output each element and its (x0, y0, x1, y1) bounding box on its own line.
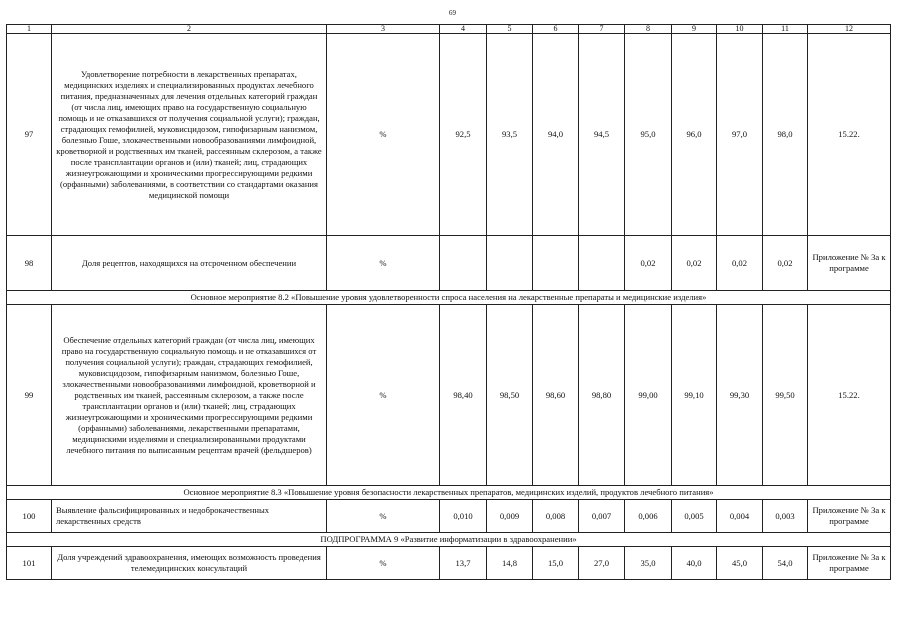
table-row (7, 500, 891, 533)
row-value: 99,50 (763, 305, 808, 486)
row-value: 94,5 (579, 34, 625, 236)
row-value: 94,0 (533, 34, 579, 236)
row-value: 98,40 (440, 305, 487, 486)
row-value: 0,02 (672, 236, 717, 291)
table-row (7, 34, 891, 236)
row-value: 0,02 (625, 236, 672, 291)
table-row (7, 305, 891, 486)
row-value (533, 236, 579, 291)
indicators-table (6, 24, 891, 580)
section-row (7, 533, 891, 547)
row-value (440, 236, 487, 291)
header-cell: 10 (717, 25, 763, 34)
row-value: 95,0 (625, 34, 672, 236)
header-cell: 5 (487, 25, 533, 34)
row-value: 0,005 (672, 500, 717, 533)
row-description: Обеспечение отдельных категорий граждан (от числа лиц, имеющих право на государственную социальную помощь и не отказавшихся от получения социальной услуги); граждан, страдающих гемофилией, муковисцидозом, гипофизарным нанизмом, болезнью Гоше, злокачественными новообразованиями лимфоидной, кроветворной и родственных им тканей, рассеянным склерозом, а также после трансплантации органов и (или) тканей; лиц, страдающих жизнеугрожающими и хроническими прогрессирующими редкими (орфанными) заболеваниями, лекарственными препаратами, медицинскими изделиями и специализированными продуктами лечебного питания по выписанным рецептам врачей (фельдшеров) (52, 305, 327, 486)
row-value (487, 236, 533, 291)
header-cell: 8 (625, 25, 672, 34)
row-reference: 15.22. (808, 305, 891, 486)
row-value: 92,5 (440, 34, 487, 236)
row-value: 0,010 (440, 500, 487, 533)
header-cell: 1 (7, 25, 52, 34)
row-number: 98 (7, 236, 52, 291)
row-value: 97,0 (717, 34, 763, 236)
row-reference: Приложение № 3а к программе (808, 547, 891, 580)
row-value: 0,007 (579, 500, 625, 533)
section-heading: Основное мероприятие 8.2 «Повышение уровня удовлетворенности спроса населения на лекарственные препараты и медицинские изделия» (7, 291, 891, 305)
row-unit: % (327, 500, 440, 533)
row-value: 45,0 (717, 547, 763, 580)
header-cell: 12 (808, 25, 891, 34)
row-reference: Приложение № 3а к программе (808, 500, 891, 533)
row-description: Удовлетворение потребности в лекарственных препаратах, медицинских изделиях и специализированных продуктах лечебного питания, предназначенных для лечения отдельных категорий граждан (от числа лиц, имеющих право на государственную социальную помощь и не отказавшихся от получения социальной услуги); граждан, страдающих гемофилией, муковисцидозом, гипофизарным нанизмом, болезнью Гоше, злокачественными новообразованиями лимфоидной, кроветворной и родственных им тканей, рассеянным склерозом, а также после трансплантации органов и (или) тканей; лиц, страдающих жизнеугрожающими и хроническими прогрессирующими редкими (орфанными) заболеваниями, в соответствии со стандартами оказания медицинской помощи (52, 34, 327, 236)
row-description: Доля учреждений здравоохранения, имеющих возможность проведения телемедицинских консультаций (52, 547, 327, 580)
section-heading: Основное мероприятие 8.3 «Повышение уровня безопасности лекарственных препаратов, медицинских изделий, продуктов лечебного питания» (7, 486, 891, 500)
row-number: 99 (7, 305, 52, 486)
row-value: 0,02 (763, 236, 808, 291)
row-value: 15,0 (533, 547, 579, 580)
row-description: Доля рецептов, находящихся на отсроченном обеспечении (52, 236, 327, 291)
section-row (7, 291, 891, 305)
row-value: 98,80 (579, 305, 625, 486)
row-number: 101 (7, 547, 52, 580)
row-value: 0,003 (763, 500, 808, 533)
header-cell: 6 (533, 25, 579, 34)
header-cell: 3 (327, 25, 440, 34)
row-number: 97 (7, 34, 52, 236)
row-value: 40,0 (672, 547, 717, 580)
row-value: 98,0 (763, 34, 808, 236)
row-unit: % (327, 34, 440, 236)
header-cell: 11 (763, 25, 808, 34)
header-cell: 2 (52, 25, 327, 34)
header-cell: 4 (440, 25, 487, 34)
row-value: 0,009 (487, 500, 533, 533)
row-value: 54,0 (763, 547, 808, 580)
row-unit: % (327, 236, 440, 291)
header-row (7, 25, 891, 34)
row-value: 35,0 (625, 547, 672, 580)
row-description: Выявление фальсифицированных и недоброкачественных лекарственных средств (52, 500, 327, 533)
row-reference: Приложение № 3а к программе (808, 236, 891, 291)
header-cell: 9 (672, 25, 717, 34)
row-value: 99,30 (717, 305, 763, 486)
header-cell: 7 (579, 25, 625, 34)
table-row (7, 236, 891, 291)
row-number: 100 (7, 500, 52, 533)
row-value: 0,008 (533, 500, 579, 533)
row-value: 13,7 (440, 547, 487, 580)
row-value: 98,50 (487, 305, 533, 486)
row-value: 93,5 (487, 34, 533, 236)
section-row (7, 486, 891, 500)
row-value: 0,02 (717, 236, 763, 291)
table-row (7, 547, 891, 580)
subprogram-heading: ПОДПРОГРАММА 9 «Развитие информатизации в здравоохранении» (7, 533, 891, 547)
row-value: 96,0 (672, 34, 717, 236)
row-value: 0,004 (717, 500, 763, 533)
row-value: 27,0 (579, 547, 625, 580)
row-value: 98,60 (533, 305, 579, 486)
row-value: 14,8 (487, 547, 533, 580)
row-reference: 15.22. (808, 34, 891, 236)
row-value (579, 236, 625, 291)
row-value: 0,006 (625, 500, 672, 533)
row-value: 99,10 (672, 305, 717, 486)
row-unit: % (327, 547, 440, 580)
page-number: 69 (449, 9, 456, 17)
row-unit: % (327, 305, 440, 486)
row-value: 99,00 (625, 305, 672, 486)
